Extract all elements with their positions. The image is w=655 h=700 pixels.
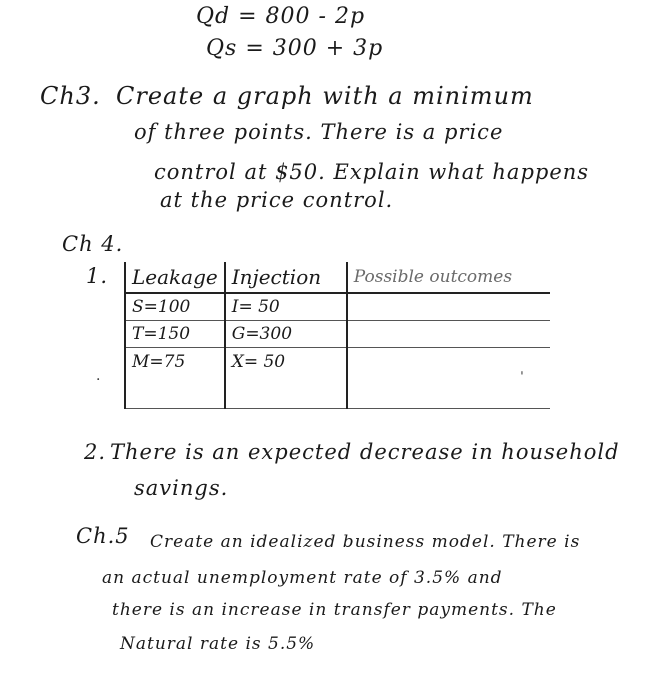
ch5-line1: Create an idealized business model. There is (150, 532, 581, 552)
cell-injection-government: G=300 (225, 321, 347, 348)
ch4-q1-number: 1. (86, 264, 109, 288)
ch5-label: Ch.5 (76, 524, 130, 548)
cell-outcome (347, 321, 550, 348)
ch5-line4: Natural rate is 5.5% (120, 634, 316, 654)
cell-leakage-savings: S=100 (125, 293, 225, 321)
header-possible-outcomes: Possible outcomes (347, 262, 550, 293)
ch4-q2-number: 2. (84, 440, 107, 464)
ch4-q2-line2: savings. (134, 476, 229, 500)
cell-injection-investment: I= 50 (225, 293, 347, 321)
header-injection: Injection (225, 262, 347, 293)
table-row (125, 348, 550, 409)
cell-leakage-taxes: T=150 (125, 321, 225, 348)
ch3-line2: of three points. There is a price (134, 120, 504, 144)
cell-outcome (347, 293, 550, 321)
ch3-label: Ch3. (40, 82, 101, 110)
ch3-line4: at the price control. (160, 188, 394, 212)
cell-leakage-imports: M=75 (125, 348, 225, 409)
ch5-line3: there is an increase in transfer payments. The (112, 600, 557, 620)
supply-equation: Qs = 300 + 3p (206, 36, 384, 61)
stray-mark: ˈ (520, 370, 524, 386)
stray-mark: · (96, 372, 101, 388)
demand-equation: Qd = 800 - 2p (196, 4, 366, 29)
ch5-line2: an actual unemployment rate of 3.5% and (102, 568, 503, 588)
ch3-line3: control at $50. Explain what happens (154, 160, 590, 184)
ch3-line1: Create a graph with a minimum (116, 82, 534, 110)
table-row (125, 321, 550, 348)
ch4-label: Ch 4. (62, 232, 124, 256)
header-leakage: Leakage (125, 262, 225, 293)
table-row (125, 293, 550, 321)
table-header-row (125, 262, 550, 293)
leakage-injection-table (124, 262, 550, 409)
ch4-q2-line1: There is an expected decrease in household (110, 440, 620, 464)
cell-injection-exports: X= 50 (225, 348, 347, 409)
